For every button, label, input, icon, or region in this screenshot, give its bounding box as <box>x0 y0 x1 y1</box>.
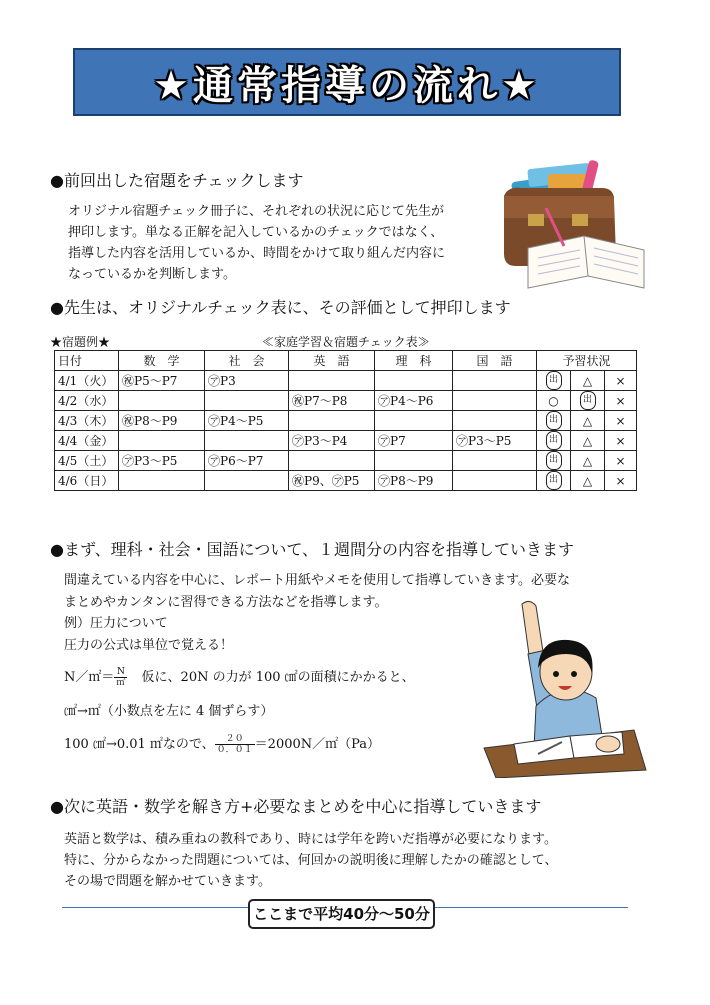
row-date: 4/3（木） <box>55 411 119 431</box>
section2-heading: ●先生は、オリジナルチェック表に、その評価として押印します <box>50 298 511 317</box>
formula-line <box>64 667 415 688</box>
row-science <box>375 451 453 471</box>
header-science: 理 科 <box>375 351 453 371</box>
status-2: △ <box>571 371 605 391</box>
table-header-row <box>55 351 637 371</box>
conversion-line: ㎠→㎡（小数点を左に 4 個ずらす） <box>64 704 274 719</box>
row-social: ㋐P3 <box>205 371 289 391</box>
row-date: 4/4（金） <box>55 431 119 451</box>
table-row <box>55 431 637 451</box>
status-2: △ <box>571 431 605 451</box>
status-3: × <box>605 371 637 391</box>
row-math <box>119 391 205 411</box>
example-line-2: 圧力の公式は単位で覚える！ <box>64 638 234 653</box>
stamp-icon: 出 <box>546 411 562 430</box>
row-social: ㋐P6～P7 <box>205 451 289 471</box>
row-math <box>119 471 205 491</box>
row-japanese <box>453 391 537 411</box>
school-bag-illustration <box>498 148 648 294</box>
section3-heading: ●まず、理科・社会・国語について、１週間分の内容を指導していきます <box>50 540 575 559</box>
example-line-1: 例）圧力について <box>64 616 168 631</box>
unit-fraction <box>114 667 127 688</box>
stamp-icon: 出 <box>580 391 596 410</box>
row-math: ㋐P3～P5 <box>119 451 205 471</box>
row-science <box>375 371 453 391</box>
row-social: ㋐P4～P5 <box>205 411 289 431</box>
status-1: ○ <box>537 391 571 411</box>
section4-body <box>64 829 557 892</box>
row-date: 4/1（火） <box>55 371 119 391</box>
table-row <box>55 451 637 471</box>
status-3: × <box>605 431 637 451</box>
row-science <box>375 411 453 431</box>
section3-line-2: まとめやカンタンに習得できる方法などを指導します。 <box>64 595 388 610</box>
example-label: ★宿題例★ <box>50 335 111 349</box>
stamp-icon: 出 <box>546 451 562 470</box>
row-date: 4/5（土） <box>55 451 119 471</box>
row-english <box>289 451 375 471</box>
header-math: 数 学 <box>119 351 205 371</box>
fraction-numerator: N <box>114 667 127 678</box>
status-1 <box>537 371 571 391</box>
row-english: ㊗P9、㋐P5 <box>289 471 375 491</box>
row-english: ㋐P3～P4 <box>289 431 375 451</box>
status-2 <box>571 391 605 411</box>
status-2: △ <box>571 451 605 471</box>
table-row <box>55 471 637 491</box>
section1-line-2: 押印します。単なる正解を記入しているかのチェックではなく、 <box>68 225 444 240</box>
section1-line-3: 指導した内容を活用しているか、時間をかけて取り組んだ内容に <box>68 246 446 261</box>
calc-fraction <box>215 734 255 755</box>
fraction-denominator: ㎡ <box>116 678 126 688</box>
row-math: ㊗P5～P7 <box>119 371 205 391</box>
status-1 <box>537 431 571 451</box>
row-math <box>119 431 205 451</box>
homework-check-table <box>54 350 637 491</box>
section4-line-1: 英語と数学は、積み重ねの教科であり、時には学年を跨いだ指導が必要になります。 <box>64 832 557 847</box>
row-social <box>205 471 289 491</box>
row-math: ㊗P8～P9 <box>119 411 205 431</box>
row-english: ㊗P7～P8 <box>289 391 375 411</box>
row-english <box>289 411 375 431</box>
section4-heading: ●次に英語・数学を解き方+必要なまとめを中心に指導していきます <box>50 797 542 816</box>
section1-body <box>68 201 445 285</box>
row-science: ㋐P8～P9 <box>375 471 453 491</box>
status-2: △ <box>571 411 605 431</box>
row-japanese <box>453 471 537 491</box>
student-illustration <box>474 598 649 778</box>
stamp-icon: 出 <box>546 371 562 390</box>
header-japanese: 国 語 <box>453 351 537 371</box>
header-preparation: 予習状況 <box>537 351 637 371</box>
row-social <box>205 431 289 451</box>
table-row <box>55 391 637 411</box>
formula-right: 仮に、20N の力が 100 ㎠の面積にかかると、 <box>141 670 415 685</box>
formula-left: N／㎡＝ <box>64 670 115 685</box>
row-date: 4/6（日） <box>55 471 119 491</box>
row-japanese <box>453 371 537 391</box>
header-english: 英 語 <box>289 351 375 371</box>
stamp-icon: 出 <box>546 471 562 490</box>
status-2: △ <box>571 471 605 491</box>
section4-line-2: 特に、分からなかった問題については、何回かの説明後に理解したかの確認として、 <box>64 853 558 868</box>
page-title: ★通常指導の流れ★ <box>153 62 541 109</box>
header-social: 社 会 <box>205 351 289 371</box>
section1-line-4: なっているかを判断します。 <box>68 267 236 282</box>
table-row <box>55 411 637 431</box>
header-date: 日付 <box>55 351 119 371</box>
row-date: 4/2（水） <box>55 391 119 411</box>
status-1 <box>537 471 571 491</box>
row-japanese: ㋐P3～P5 <box>453 431 537 451</box>
row-science: ㋐P4～P6 <box>375 391 453 411</box>
calc-line <box>64 734 380 755</box>
table-row <box>55 371 637 391</box>
row-japanese <box>453 411 537 431</box>
status-3: × <box>605 471 637 491</box>
title-banner <box>73 48 621 116</box>
section3-line-1: 間違えている内容を中心に、レポート用紙やメモを使用して指導していきます。必要な <box>64 573 570 588</box>
calc-numerator: ２０ <box>215 734 255 745</box>
status-3: × <box>605 451 637 471</box>
status-3: × <box>605 411 637 431</box>
stamp-icon: 出 <box>546 431 562 450</box>
status-3: × <box>605 391 637 411</box>
time-badge: ここまで平均40分～50分 <box>248 899 435 929</box>
calc-denominator: ０．０１ <box>216 745 253 755</box>
calc-right: ＝2000N／㎡（Pa） <box>254 737 381 752</box>
section1-heading: ●前回出した宿題をチェックします <box>50 171 304 190</box>
table-title: ≪家庭学習＆宿題チェック表≫ <box>262 335 430 349</box>
status-1 <box>537 451 571 471</box>
section4-line-3: その場で問題を解かせていきます。 <box>64 874 271 889</box>
calc-left: 100 ㎠→0.01 ㎡なので、 <box>64 737 215 752</box>
row-english <box>289 371 375 391</box>
section1-line-1: オリジナル宿題チェック冊子に、それぞれの状況に応じて先生が <box>68 204 444 219</box>
status-1 <box>537 411 571 431</box>
row-social <box>205 391 289 411</box>
row-science: ㋐P7 <box>375 431 453 451</box>
row-japanese <box>453 451 537 471</box>
